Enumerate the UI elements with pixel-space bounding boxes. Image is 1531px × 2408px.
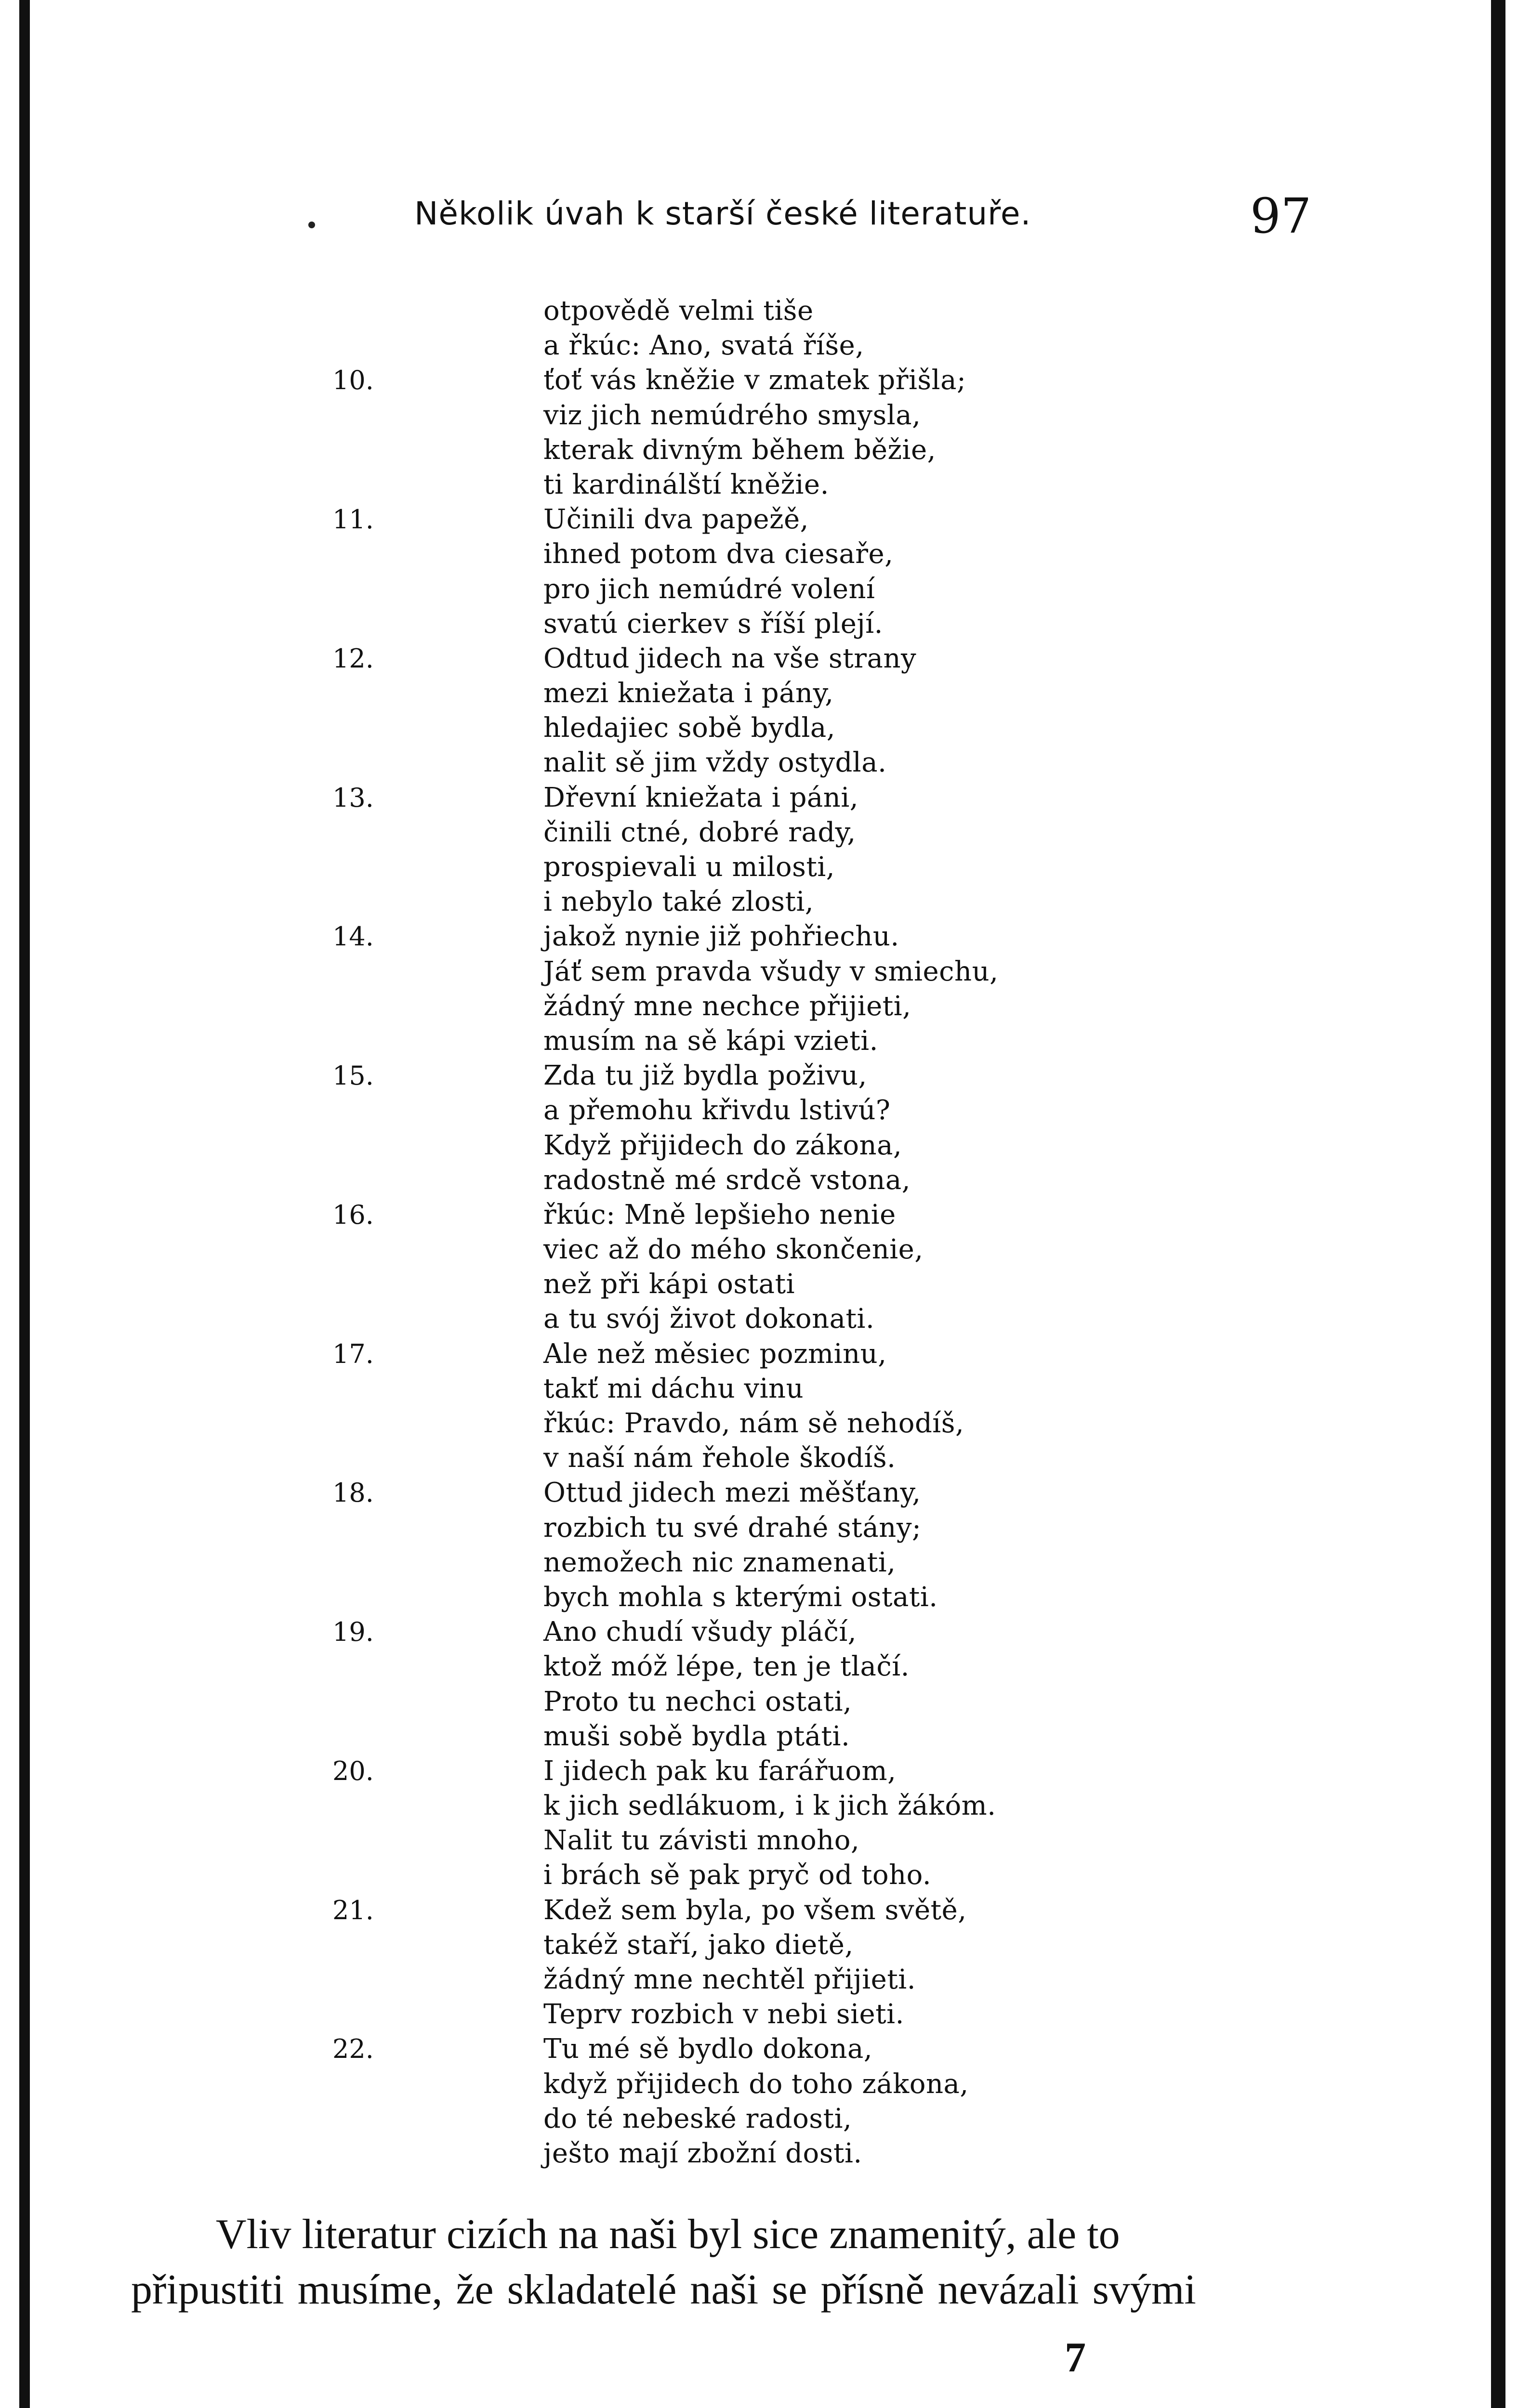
- verse-text: v naší nám řehole škodíš.: [543, 1442, 896, 1474]
- poem-line: [0, 1198, 1531, 1232]
- verse-text: radostně mé srdcě vstona,: [543, 1164, 911, 1196]
- verse-text: Proto tu nechci ostati,: [543, 1686, 852, 1717]
- poem-line: [0, 2136, 1531, 2171]
- poem-line: [0, 1406, 1531, 1441]
- poem-line: [0, 1754, 1531, 1789]
- poem-line: [0, 815, 1531, 850]
- poem-line: [0, 746, 1531, 780]
- verse-text: takť mi dáchu vinu: [543, 1373, 804, 1404]
- verse-text: Učinili dva papežě,: [543, 504, 809, 536]
- margin-dot: [308, 222, 315, 228]
- poem-line: [0, 1858, 1531, 1893]
- poem-line: [0, 1719, 1531, 1754]
- verse-text: k jich sedlákuom, i k jich žákóm.: [543, 1790, 996, 1822]
- verse-text: Teprv rozbich v nebi sieti.: [543, 1999, 904, 2030]
- verse-text: Kdež sem byla, po všem světě,: [543, 1894, 967, 1926]
- stanza-number: 17.: [332, 1338, 374, 1369]
- poem-line: [0, 885, 1531, 919]
- verse-text: kterak divným během běžie,: [543, 434, 936, 466]
- stanza-number: 18.: [332, 1478, 374, 1508]
- verse-text: hledajiec sobě bydla,: [543, 712, 836, 744]
- poem: [0, 294, 1531, 2171]
- verse-text: Zda tu již bydla poživu,: [543, 1060, 867, 1092]
- verse-text: prospievali u milosti,: [543, 851, 835, 883]
- poem-line: [0, 1789, 1531, 1823]
- poem-line: [0, 1059, 1531, 1093]
- verse-text: Nalit tu závisti mnoho,: [543, 1825, 860, 1857]
- verse-text: I jidech pak ku farářuom,: [543, 1755, 897, 1787]
- poem-line: [0, 1372, 1531, 1406]
- poem-line: [0, 641, 1531, 676]
- verse-text: ťoť vás kněžie v zmatek přišla;: [543, 365, 966, 396]
- poem-line: [0, 433, 1531, 468]
- verse-text: když přijidech do toho zákona,: [543, 2068, 969, 2100]
- verse-text: takéž staří, jako dietě,: [543, 1929, 854, 1961]
- verse-text: mezi kniežata i pány,: [543, 678, 834, 709]
- stanza-number: 13.: [332, 782, 374, 813]
- poem-line: [0, 989, 1531, 1024]
- poem-line: [0, 1441, 1531, 1476]
- prose-line: připustiti musíme, že skladatelé naši se přísně nevázali svými: [131, 2266, 1196, 2313]
- poem-line: [0, 1476, 1531, 1510]
- stanza-number: 19.: [332, 1617, 374, 1648]
- stanza-number: 22.: [332, 2034, 374, 2065]
- stanza-number: 12.: [332, 643, 374, 674]
- verse-text: Dřevní kniežata i páni,: [543, 782, 859, 813]
- verse-text: nalit sě jim vždy ostydla.: [543, 747, 887, 779]
- verse-text: činili ctné, dobré rady,: [543, 816, 856, 848]
- poem-line: [0, 363, 1531, 398]
- verse-text: a řkúc: Ano, svatá říše,: [543, 330, 864, 362]
- verse-text: řkúc: Mně lepšieho nenie: [543, 1199, 896, 1230]
- verse-text: musím na sě kápi vzieti.: [543, 1025, 878, 1057]
- poem-line: [0, 572, 1531, 607]
- verse-text: žádný mne nechtěl přijieti.: [543, 1964, 916, 1995]
- poem-line: [0, 676, 1531, 711]
- stanza-number: 10.: [332, 365, 374, 396]
- verse-text: než při kápi ostati: [543, 1269, 795, 1300]
- poem-line: [0, 1545, 1531, 1580]
- poem-line: [0, 1823, 1531, 1858]
- poem-line: [0, 1267, 1531, 1302]
- poem-line: [0, 1685, 1531, 1719]
- poem-line: [0, 1649, 1531, 1684]
- verse-text: ihned potom dva ciesaře,: [543, 538, 894, 570]
- poem-line: [0, 2032, 1531, 2067]
- verse-text: svatú cierkev s říší plejí.: [543, 608, 883, 640]
- signature-mark: 7: [1065, 2334, 1086, 2381]
- poem-line: [0, 1893, 1531, 1928]
- verse-text: rozbich tu své drahé stány;: [543, 1512, 922, 1544]
- verse-text: jakož nynie již pohřiechu.: [543, 921, 899, 953]
- verse-text: bych mohla s kterými ostati.: [543, 1581, 938, 1613]
- verse-text: a přemohu křivdu lstivú?: [543, 1095, 891, 1126]
- verse-text: viz jich nemúdrého smysla,: [543, 399, 921, 431]
- poem-line: [0, 1093, 1531, 1128]
- poem-line: [0, 1928, 1531, 1963]
- poem-line: [0, 711, 1531, 746]
- verse-text: nemožech nic znamenati,: [543, 1546, 896, 1578]
- verse-text: do té nebeské radosti,: [543, 2103, 852, 2134]
- verse-text: Jáť sem pravda všudy v smiechu,: [543, 955, 999, 987]
- poem-line: [0, 1337, 1531, 1372]
- verse-text: Tu mé sě bydlo dokona,: [543, 2033, 873, 2065]
- stanza-number: 14.: [332, 921, 374, 952]
- verse-text: i nebylo také zlosti,: [543, 886, 814, 918]
- poem-line: [0, 1163, 1531, 1198]
- stanza-number: 16.: [332, 1199, 374, 1230]
- poem-line: [0, 850, 1531, 885]
- verse-text: Ale než měsiec pozminu,: [543, 1338, 887, 1370]
- poem-line: [0, 1963, 1531, 1997]
- poem-line: [0, 1128, 1531, 1163]
- page-number: 97: [1250, 188, 1312, 244]
- prose-line: Vliv literatur cizích na naši byl sice znamenitý, ale to: [216, 2211, 1120, 2258]
- verse-text: ješto mají zbožní dosti.: [543, 2137, 862, 2169]
- running-header: [0, 188, 1531, 246]
- poem-line: [0, 502, 1531, 537]
- stanza-number: 21.: [332, 1895, 374, 1925]
- verse-text: pro jich nemúdré volení: [543, 573, 875, 605]
- verse-text: viec až do mého skončenie,: [543, 1234, 924, 1266]
- poem-line: [0, 398, 1531, 433]
- verse-text: žádný mne nechce přijieti,: [543, 990, 911, 1022]
- verse-text: Odtud jidech na vše strany: [543, 642, 917, 674]
- verse-text: i brách sě pak pryč od toho.: [543, 1859, 932, 1891]
- poem-line: [0, 781, 1531, 815]
- poem-line: [0, 955, 1531, 989]
- verse-text: ti kardinálští kněžie.: [543, 469, 829, 500]
- poem-line: [0, 919, 1531, 954]
- poem-line: [0, 294, 1531, 328]
- verse-text: řkúc: Pravdo, nám sě nehodíš,: [543, 1408, 964, 1439]
- verse-text: a tu svój život dokonati.: [543, 1303, 875, 1335]
- stanza-number: 15.: [332, 1060, 374, 1091]
- verse-text: Ottud jidech mezi měšťany,: [543, 1477, 921, 1509]
- poem-line: [0, 1580, 1531, 1615]
- poem-line: [0, 1302, 1531, 1336]
- poem-line: [0, 1997, 1531, 2032]
- poem-line: [0, 537, 1531, 572]
- poem-line: [0, 2102, 1531, 2136]
- poem-line: [0, 328, 1531, 363]
- running-title: Několik úvah k starší české literatuře.: [414, 195, 1031, 232]
- verse-text: muši sobě bydla ptáti.: [543, 1720, 850, 1752]
- poem-line: [0, 607, 1531, 641]
- verse-text: Ano chudí všudy pláčí,: [543, 1616, 857, 1648]
- verse-text: Když přijidech do zákona,: [543, 1129, 902, 1161]
- poem-line: [0, 2067, 1531, 2102]
- poem-line: [0, 1232, 1531, 1267]
- poem-line: [0, 1615, 1531, 1649]
- poem-line: [0, 1024, 1531, 1059]
- verse-text: otpovědě velmi tiše: [543, 295, 814, 327]
- poem-line: [0, 468, 1531, 502]
- stanza-number: 11.: [332, 504, 374, 535]
- stanza-number: 20.: [332, 1755, 374, 1786]
- poem-line: [0, 1511, 1531, 1545]
- verse-text: ktož móž lépe, ten je tlačí.: [543, 1651, 910, 1683]
